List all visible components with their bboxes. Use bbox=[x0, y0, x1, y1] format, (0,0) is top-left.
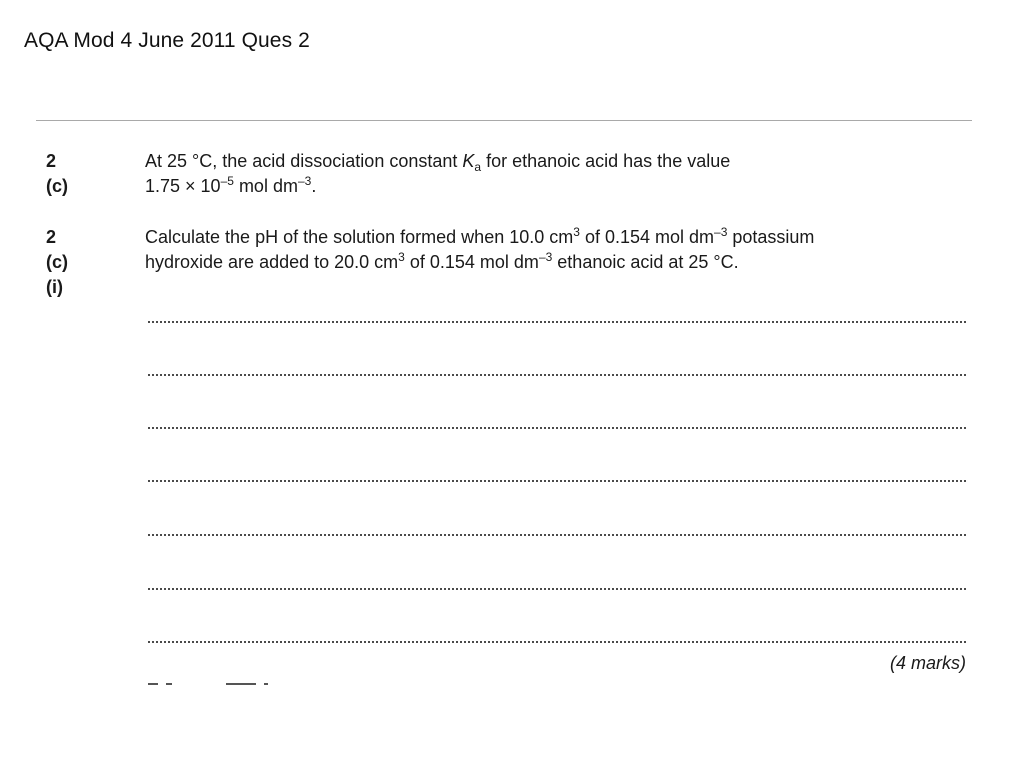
question-text: At 25 °C, the acid dissociation constant $K_a$ for ethanoic acid has the value $1.75 \times 10^{-5}$ mol $dm^{-3}$. bbox=[145, 151, 731, 196]
cropped-text-fragment bbox=[148, 683, 278, 689]
top-rule bbox=[36, 120, 972, 121]
marks-label: (4 marks) bbox=[890, 653, 966, 673]
answer-line[interactable] bbox=[148, 427, 966, 429]
answer-line[interactable] bbox=[148, 374, 966, 376]
ka-symbol: K bbox=[462, 151, 475, 171]
question-text: Calculate the pH of the solution formed when 10.0 $cm^3$ of 0.154 mol $dm^{-3}$ potassium hydroxide are added to 20.0 $cm^3$ of 0.154 mol $dm^{-3}$ ethanoic acid at 25 °C. bbox=[145, 225, 815, 272]
answer-line[interactable] bbox=[148, 588, 966, 590]
answer-line[interactable] bbox=[148, 641, 966, 643]
exam-question-image bbox=[36, 120, 974, 690]
question-number: 2 (c) bbox=[46, 151, 68, 196]
slide-title: AQA Mod 4 June 2011 Ques 2 bbox=[24, 29, 310, 52]
answer-line[interactable] bbox=[148, 534, 966, 536]
answer-line[interactable] bbox=[148, 321, 966, 323]
question-number: 2 (c) (i) bbox=[46, 227, 68, 297]
answer-line[interactable] bbox=[148, 480, 966, 482]
